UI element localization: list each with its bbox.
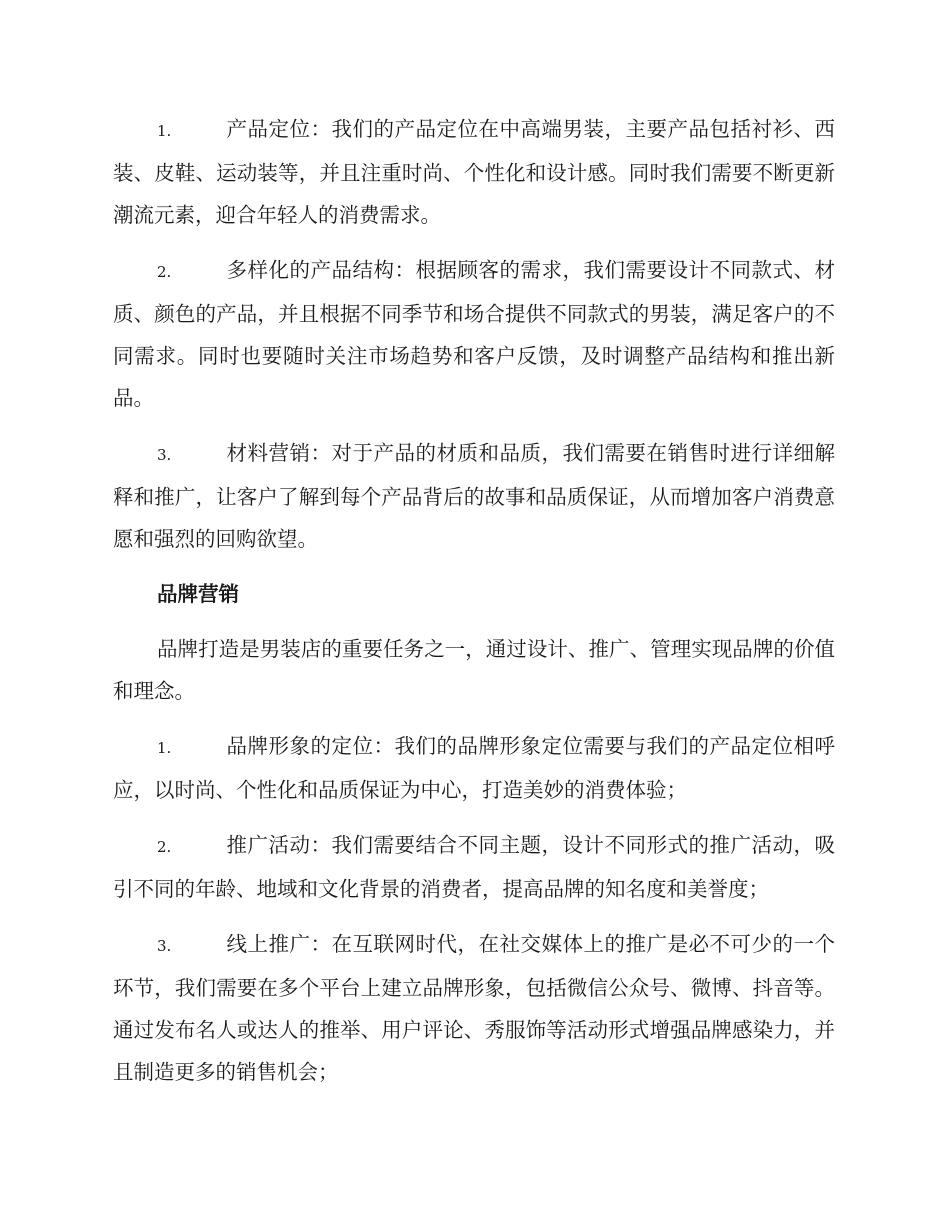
list-text: 材料营销：对于产品的材质和品质，我们需要在销售时进行详细解释和推广，让客户了解到每个产品背后的故事和品质保证，从而增加客户消费意愿和强烈的回购欲望。: [113, 441, 835, 551]
list-text: 推广活动：我们需要结合不同主题，设计不同形式的推广活动，吸引不同的年龄、地域和文化背景的消费者，提高品牌的知名度和美誉度；: [113, 833, 835, 901]
list-number: 1.: [157, 122, 172, 140]
section-heading: 品牌营销: [157, 582, 239, 606]
list-number: 1.: [157, 739, 172, 757]
list-text: 多样化的产品结构：根据顾客的需求，我们需要设计不同款式、材质、颜色的产品，并且根据不同季节和场合提供不同款式的男装，满足客户的不同需求。同时也要随时关注市场趋势和客户反馈，及时调整产品结构和推出新品。: [113, 258, 835, 410]
list-number: 3.: [157, 446, 172, 464]
list-number: 3.: [157, 937, 172, 955]
list-item: [113, 824, 835, 910]
list-item: [113, 108, 835, 236]
list-text: 产品定位：我们的产品定位在中高端男装，主要产品包括衬衫、西装、皮鞋、运动装等，并且注重时尚、个性化和设计感。同时我们需要不断更新潮流元素，迎合年轻人的消费需求。: [113, 117, 835, 227]
list-number: 2.: [157, 263, 172, 281]
list-item: [113, 249, 835, 419]
document-page: [113, 108, 835, 1106]
list-item: [113, 725, 835, 811]
list-text: 品牌形象的定位：我们的品牌形象定位需要与我们的产品定位相呼应，以时尚、个性化和品质保证为中心，打造美妙的消费体验；: [113, 734, 835, 802]
list-number: 2.: [157, 838, 172, 856]
intro-paragraph: 品牌打造是男装店的重要任务之一，通过设计、推广、管理实现品牌的价值和理念。: [113, 637, 835, 703]
list-item: [113, 923, 835, 1093]
list-item: [113, 432, 835, 560]
list-text: 线上推广：在互联网时代，在社交媒体上的推广是必不可少的一个环节，我们需要在多个平台上建立品牌形象，包括微信公众号、微博、抖音等。通过发布名人或达人的推举、用户评论、秀服饰等活动形式增强品牌感染力，并且制造更多的销售机会；: [113, 932, 835, 1084]
